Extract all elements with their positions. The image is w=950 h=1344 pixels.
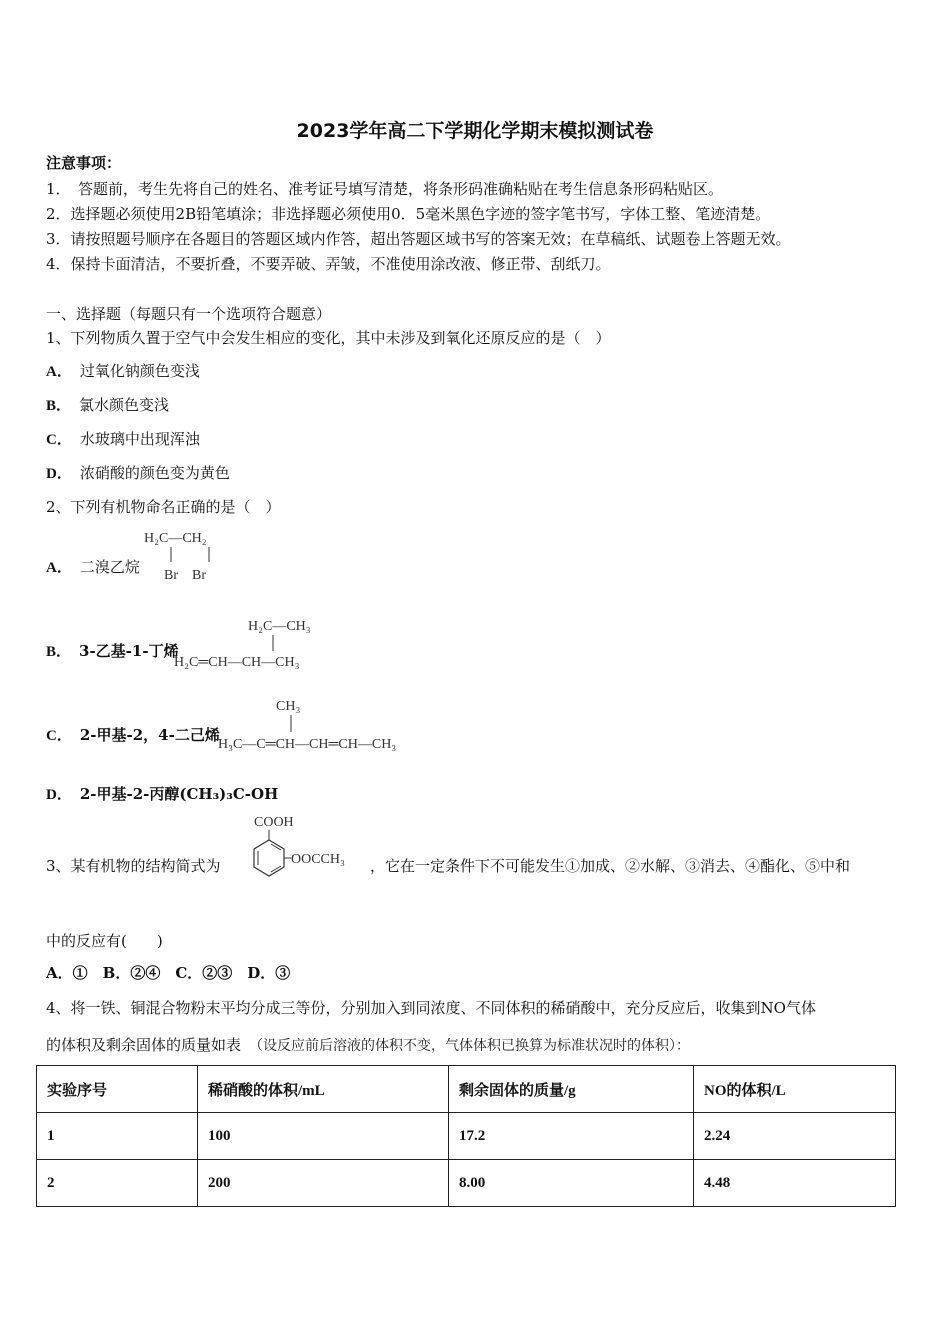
q1-option-d: D． 浓硝酸的颜色变为黄色 — [46, 464, 230, 482]
table-cell: 8.00 — [449, 1160, 694, 1207]
q4-stem-line1: 4、将一铁、铜混合物粉末平均分成三等份，分别加入到同浓度、不同体积的稀硝酸中，充分反应后，收集到NO气体 — [46, 999, 816, 1017]
table-header-cell: NO的体积/L — [694, 1066, 896, 1113]
q3-options: A．① B．②④ C．②③ D．③ — [46, 964, 291, 982]
benzene-inner-bond-2 — [271, 866, 281, 872]
table-row — [37, 1160, 896, 1207]
notice-item-1: 1． 答题前，考生先将自己的姓名、准考证号填写清楚，将条形码准确粘贴在考生信息条形码粘贴区。 — [46, 180, 724, 198]
q2-stem: 2、下列有机物命名正确的是（ ） — [46, 498, 281, 516]
table-header-cell: 实验序号 — [37, 1066, 198, 1113]
struct-c-main: H₃C—C═CH—CH═CH—CH₃ — [218, 737, 397, 752]
table-cell: 17.2 — [449, 1113, 694, 1160]
struct-c-top: CH₃ — [276, 699, 301, 714]
q4-stem-note: （设反应前后溶液的体积不变，气体体积已换算为标准状况时的体积）： — [249, 1038, 691, 1054]
q3-structure — [238, 810, 368, 894]
notice-heading: 注意事项： — [46, 154, 122, 172]
notice-item-4: 4．保持卡面清洁，不要折叠，不要弄破、弄皱，不准使用涂改液、修正带、刮纸刀。 — [46, 255, 611, 273]
table-cell: 200 — [198, 1160, 449, 1207]
q1-option-a: A． 过氧化钠颜色变浅 — [46, 362, 200, 380]
q2-structure-c — [212, 692, 502, 756]
q4-data-table — [36, 1065, 896, 1207]
q4-stem-line2: 的体积及剩余固体的质量如表 （设反应前后溶液的体积不变，气体体积已换算为标准状况时的体积）： — [46, 1036, 691, 1054]
table-cell: 4.48 — [694, 1160, 896, 1207]
section-heading: 一、选择题（每题只有一个选项符合题意） — [46, 305, 332, 323]
notice-item-2: 2．选择题必须使用2B铅笔填涂；非选择题必须使用0．5毫米黑色字迹的签字笔书写，字体工整、笔迹清楚。 — [46, 205, 771, 223]
q3-stem-end: ，它在一定条件下不可能发生①加成、②水解、③消去、④酯化、⑤中和 — [370, 857, 851, 875]
table-row — [37, 1113, 896, 1160]
table-cell: 1 — [37, 1113, 198, 1160]
benzene-inner-bond-3 — [271, 844, 281, 850]
q2-option-b: B． 3-乙基-1-丁烯 — [46, 642, 179, 660]
q1-option-b: B． 氯水颜色变浅 — [46, 396, 170, 414]
table-header-row — [37, 1066, 896, 1113]
struct-q3-cooh: COOH — [254, 815, 294, 830]
q3-stem-start: 3、某有机物的结构简式为 — [46, 857, 221, 875]
table-cell: 100 — [198, 1113, 449, 1160]
q2-structure-b — [170, 612, 370, 672]
table-header-cell: 稀硝酸的体积/mL — [198, 1066, 449, 1113]
q2-option-d: D． 2-甲基-2-丙醇(CH₃)₃C-OH — [46, 785, 279, 803]
struct-q3-ester: OOCCH₃ — [291, 852, 345, 867]
struct-b-top: H₂C—CH₃ — [248, 619, 311, 634]
notice-item-3: 3．请按照题号顺序在各题目的答题区域内作答，超出答题区域书写的答案无效；在草稿纸、试题卷上答题无效。 — [46, 230, 791, 248]
page-title: 2023学年高二下学期化学期末模拟测试卷 — [296, 120, 654, 142]
q2-option-c: C． 2-甲基-2，4-二己烯 — [46, 726, 220, 744]
table-header-cell: 剩余固体的质量/g — [449, 1066, 694, 1113]
q2-structure-a — [138, 526, 248, 586]
struct-a-bottom: Br Br — [164, 568, 206, 583]
struct-b-main: H₂C═CH—CH—CH₃ — [174, 655, 300, 670]
table-cell: 2 — [37, 1160, 198, 1207]
q3-stem-cont: 中的反应有( ) — [46, 932, 163, 950]
q2-option-a: A． 二溴乙烷 — [46, 558, 140, 576]
struct-a-top: H₂C—CH₂ — [144, 531, 207, 546]
q1-option-c: C． 水玻璃中出现浑浊 — [46, 430, 200, 448]
table-cell: 2.24 — [694, 1113, 896, 1160]
q1-stem: 1、下列物质久置于空气中会发生相应的变化，其中未涉及到氧化还原反应的是（ ） — [46, 329, 611, 347]
